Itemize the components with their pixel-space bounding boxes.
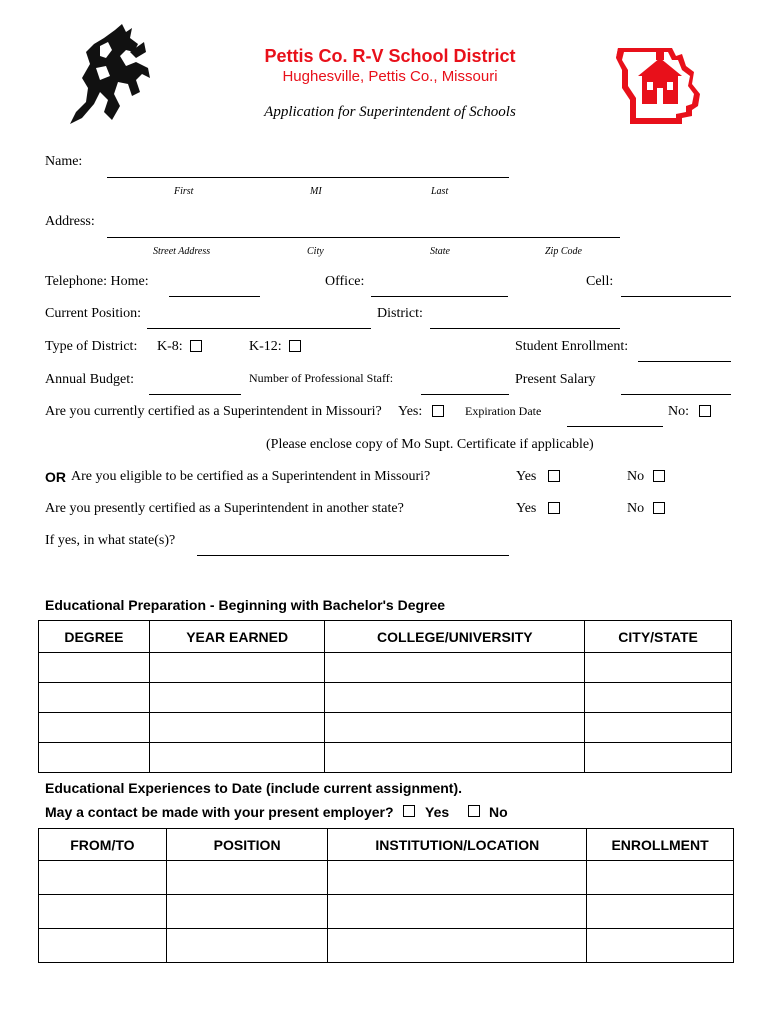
table-cell[interactable] [585,653,732,683]
education-table [38,620,732,773]
certified-no-checkbox[interactable] [699,405,711,417]
table-cell[interactable] [166,861,328,895]
enclose-certificate-note: (Please enclose copy of Mo Supt. Certificate if applicable) [266,437,594,452]
table-cell[interactable] [587,929,734,963]
missouri-schoolhouse-icon [612,44,707,129]
telephone-home-label: Telephone: Home: [45,274,149,289]
table-cell[interactable] [587,895,734,929]
experience-col-fromto: FROM/TO [39,829,167,861]
table-cell[interactable] [149,653,325,683]
present-salary-line[interactable] [621,394,731,395]
annual-budget-label: Annual Budget: [45,372,135,387]
table-cell[interactable] [149,683,325,713]
table-cell[interactable] [39,713,150,743]
other-state-no-checkbox[interactable] [653,502,665,514]
k8-label: K-8: [157,339,183,354]
k12-label: K-12: [249,339,282,354]
student-enrollment-label: Student Enrollment: [515,339,629,354]
table-cell[interactable] [587,861,734,895]
present-salary-label: Present Salary [515,372,596,387]
table-row [39,929,734,963]
table-cell[interactable] [39,861,167,895]
experience-col-enrollment: ENROLLMENT [587,829,734,861]
table-cell[interactable] [39,929,167,963]
table-row [39,713,732,743]
cell-phone-line[interactable] [621,296,731,297]
or-label: OR [45,469,66,485]
current-position-label: Current Position: [45,306,142,321]
table-cell[interactable] [166,895,328,929]
contact-yes-checkbox[interactable] [403,805,415,817]
certified-no-label: No: [668,404,689,419]
professional-staff-line[interactable] [421,394,509,395]
address-label: Address: [45,214,95,229]
mustang-horse-icon [60,22,155,127]
expiration-date-line[interactable] [567,426,663,427]
address-state-caption: State [430,246,450,257]
professional-staff-label: Number of Professional Staff: [249,371,394,385]
table-cell[interactable] [149,713,325,743]
eligible-question: Are you eligible to be certified as a Superintendent in Missouri? [71,469,431,484]
district-name: Pettis Co. R-V School District [264,46,516,66]
expiration-date-label: Expiration Date [465,404,542,418]
experience-col-institution: INSTITUTION/LOCATION [328,829,587,861]
address-zip-caption: Zip Code [545,246,582,257]
education-section-title: Educational Preparation - Beginning with Bachelor's Degree [45,597,446,613]
table-cell[interactable] [328,929,587,963]
table-row [39,895,734,929]
eligible-no-checkbox[interactable] [653,470,665,482]
certified-question: Are you currently certified as a Superintendent in Missouri? [45,404,382,419]
eligible-yes-label: Yes [516,469,537,484]
contact-question: May a contact be made with your present employer? [45,804,394,820]
office-phone-label: Office: [325,274,365,289]
k8-checkbox[interactable] [190,340,202,352]
table-cell[interactable] [149,743,325,773]
district-location: Hughesville, Pettis Co., Missouri [282,68,498,85]
address-city-caption: City [307,246,324,257]
current-position-line[interactable] [147,328,371,329]
district-label: District: [377,306,423,321]
experience-table [38,828,734,963]
table-cell[interactable] [39,743,150,773]
district-line[interactable] [430,328,620,329]
home-phone-line[interactable] [169,296,260,297]
experience-col-position: POSITION [166,829,328,861]
name-last-caption: Last [431,186,449,197]
name-input-line[interactable] [107,177,509,178]
table-cell[interactable] [585,683,732,713]
name-label: Name: [45,154,83,169]
which-states-line[interactable] [197,555,509,556]
table-cell[interactable] [39,895,167,929]
table-cell[interactable] [166,929,328,963]
which-states-label: If yes, in what state(s)? [45,533,176,548]
district-type-label: Type of District: [45,339,138,354]
table-cell[interactable] [39,683,150,713]
table-cell[interactable] [585,743,732,773]
certified-yes-checkbox[interactable] [432,405,444,417]
eligible-no-label: No [627,469,645,484]
state-map-logo [612,44,707,129]
education-col-citystate: CITY/STATE [585,621,732,653]
eligible-yes-checkbox[interactable] [548,470,560,482]
contact-no-label: No [489,804,508,820]
other-state-question: Are you presently certified as a Superintendent in another state? [45,501,404,516]
table-cell[interactable] [328,895,587,929]
table-cell[interactable] [325,713,585,743]
certified-yes-label: Yes: [398,404,423,419]
cell-phone-label: Cell: [586,274,614,289]
education-col-college: COLLEGE/UNIVERSITY [325,621,585,653]
experience-section-title: Educational Experiences to Date (include current assignment). [45,780,462,796]
other-state-yes-label: Yes [516,501,537,516]
k12-checkbox[interactable] [289,340,301,352]
table-row [39,683,732,713]
table-cell[interactable] [325,653,585,683]
form-title: Application for Superintendent of Schools [264,104,516,120]
other-state-no-label: No [627,501,645,516]
table-row [39,653,732,683]
mustang-logo [60,22,155,127]
table-cell[interactable] [328,861,587,895]
contact-no-checkbox[interactable] [468,805,480,817]
other-state-yes-checkbox[interactable] [548,502,560,514]
student-enrollment-line[interactable] [638,361,731,362]
address-input-line[interactable] [107,237,620,238]
table-cell[interactable] [325,743,585,773]
education-col-degree: DEGREE [39,621,150,653]
annual-budget-line[interactable] [149,394,241,395]
name-first-caption: First [174,186,194,197]
name-mi-caption: MI [310,186,322,197]
table-row [39,861,734,895]
contact-yes-label: Yes [425,804,450,820]
address-street-caption: Street Address [153,246,211,257]
office-phone-line[interactable] [371,296,508,297]
table-cell[interactable] [585,713,732,743]
education-col-year: YEAR EARNED [149,621,325,653]
table-cell[interactable] [39,653,150,683]
table-cell[interactable] [325,683,585,713]
table-row [39,743,732,773]
